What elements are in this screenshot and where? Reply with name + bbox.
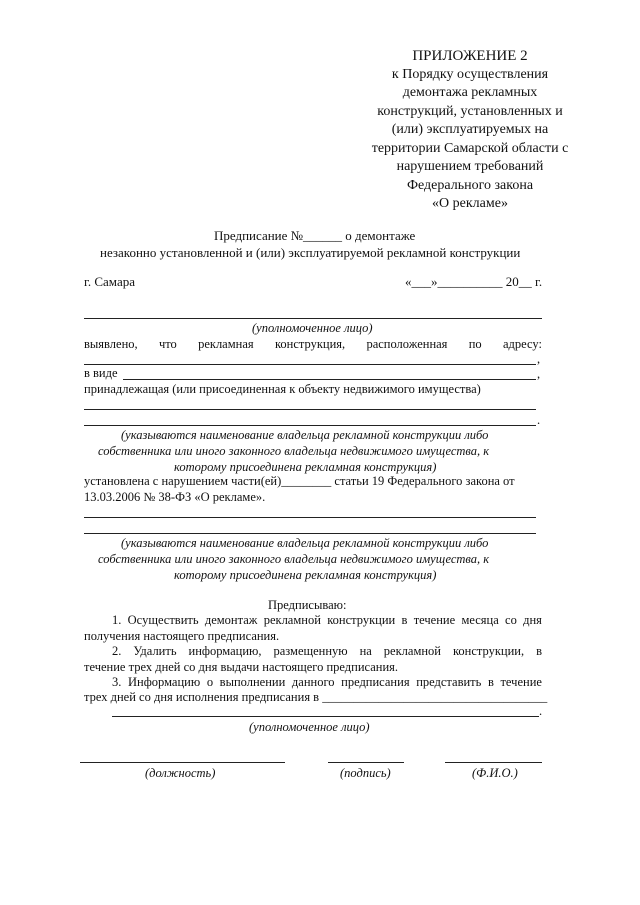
- word: Удалить: [133, 644, 177, 658]
- word: конструкции: [327, 613, 396, 627]
- appendix-line: Федерального закона: [406, 177, 534, 193]
- authorized-person-period: .: [539, 704, 543, 718]
- item-3-line-2: трех дней со дня исполнения предписания в ____________________________________: [84, 690, 548, 704]
- violation-line-1: [84, 517, 536, 518]
- item-3-line-1: [112, 674, 542, 690]
- owner-period: .: [537, 413, 541, 427]
- word: данного: [291, 675, 335, 689]
- order-subtitle: незаконно установленной и (или) эксплуатируемой рекламной конструкции: [100, 245, 521, 260]
- found-line: [84, 336, 542, 352]
- prescribe-heading: Предписываю:: [268, 598, 347, 612]
- signature-caption: (подпись): [340, 766, 391, 780]
- word: выявлено,: [84, 337, 138, 351]
- word: размещенную: [273, 644, 348, 658]
- date-field: «___»__________ 20__ г.: [405, 274, 543, 289]
- owner-caption-line: собственника или иного законного владельца недвижимого имущества, к: [98, 552, 490, 566]
- owner-line-2: [84, 425, 536, 426]
- address-line: [84, 364, 536, 365]
- word: 3.: [112, 675, 122, 689]
- appendix-line: к Порядку осуществления: [391, 66, 549, 82]
- appendix-line: нарушением требований: [396, 159, 544, 174]
- appendix-line: «О рекламе»: [432, 196, 508, 211]
- item-1-line-1: [112, 612, 542, 628]
- order-title: Предписание №______ о демонтаже: [214, 228, 416, 243]
- signature-line: [328, 762, 404, 763]
- word: течение: [413, 613, 456, 627]
- word: конструкция,: [274, 337, 346, 351]
- appendix-line: (или) эксплуатируемых на: [391, 122, 549, 137]
- owner-caption-line: которому присоединена рекламная конструкция): [174, 460, 437, 474]
- form-comma: ,: [537, 367, 541, 381]
- word: расположенная: [366, 337, 448, 351]
- name-line: [445, 762, 542, 763]
- word: адресу:: [502, 337, 542, 351]
- belonging-text: принадлежащая (или присоединенная к объекту недвижимого имущества): [84, 382, 481, 396]
- authorized-person-caption: (уполномоченное лицо): [252, 321, 373, 335]
- word: со: [505, 613, 517, 627]
- owner-caption-line: собственника или иного законного владельца недвижимого имущества, к: [98, 444, 490, 458]
- item-2-line-2: течение трех дней со дня выдачи настоящего предписания.: [84, 660, 399, 674]
- word: о: [206, 675, 214, 689]
- word: предписания: [341, 675, 410, 689]
- violation-text: установлена с нарушением части(ей)________ статьи 19 Федерального закона от: [84, 474, 515, 488]
- position-caption: (должность): [145, 766, 216, 780]
- violation-law: 13.03.2006 № 38-ФЗ «О рекламе».: [84, 490, 266, 504]
- word: в: [487, 675, 494, 689]
- owner-caption-line: (указываются наименование владельца рекламной конструкции либо: [121, 536, 489, 550]
- word: в: [536, 644, 542, 658]
- name-caption: (Ф.И.О.): [472, 766, 518, 780]
- word: представить: [416, 675, 482, 689]
- word: по: [468, 337, 482, 351]
- word: рекламной: [263, 613, 321, 627]
- authorized-person-caption-2: (уполномоченное лицо): [249, 720, 370, 734]
- word: на: [359, 644, 372, 658]
- owner-caption-line: которому присоединена рекламная конструкция): [174, 568, 437, 582]
- address-comma: ,: [537, 352, 541, 366]
- word: конструкции,: [452, 644, 525, 658]
- owner-line-1: [84, 409, 536, 410]
- in-form-label: в виде: [84, 366, 118, 380]
- word: 2.: [112, 644, 122, 658]
- authorized-person-line-2: [112, 716, 539, 717]
- word: демонтаж: [204, 613, 258, 627]
- item-1-line-2: получения настоящего предписания.: [84, 629, 280, 643]
- place-label: г. Самара: [84, 274, 135, 289]
- position-line: [80, 762, 285, 763]
- word: информацию,: [188, 644, 262, 658]
- word: что: [158, 337, 177, 351]
- word: выполнении: [219, 675, 286, 689]
- appendix-line: территории Самарской области с: [371, 140, 569, 156]
- word: 1.: [112, 613, 122, 627]
- appendix-line: конструкций, установленных и: [377, 103, 563, 119]
- appendix-header: [355, 47, 585, 214]
- owner-caption-line: (указываются наименование владельца рекламной конструкции либо: [121, 428, 489, 442]
- word: Осуществить: [127, 613, 199, 627]
- violation-line-2: [84, 533, 536, 534]
- word: рекламной: [383, 644, 441, 658]
- authorized-person-line: [84, 318, 542, 319]
- word: течение: [500, 675, 542, 689]
- word: в: [401, 613, 408, 627]
- word: дня: [523, 613, 542, 627]
- word: рекламная: [198, 337, 254, 351]
- appendix-line: демонтажа рекламных: [402, 85, 538, 100]
- form-line: [123, 379, 536, 380]
- word: месяца: [461, 613, 499, 627]
- item-2-line-1: [112, 643, 542, 659]
- word: Информацию: [127, 675, 201, 689]
- appendix-title: ПРИЛОЖЕНИЕ 2: [412, 48, 528, 64]
